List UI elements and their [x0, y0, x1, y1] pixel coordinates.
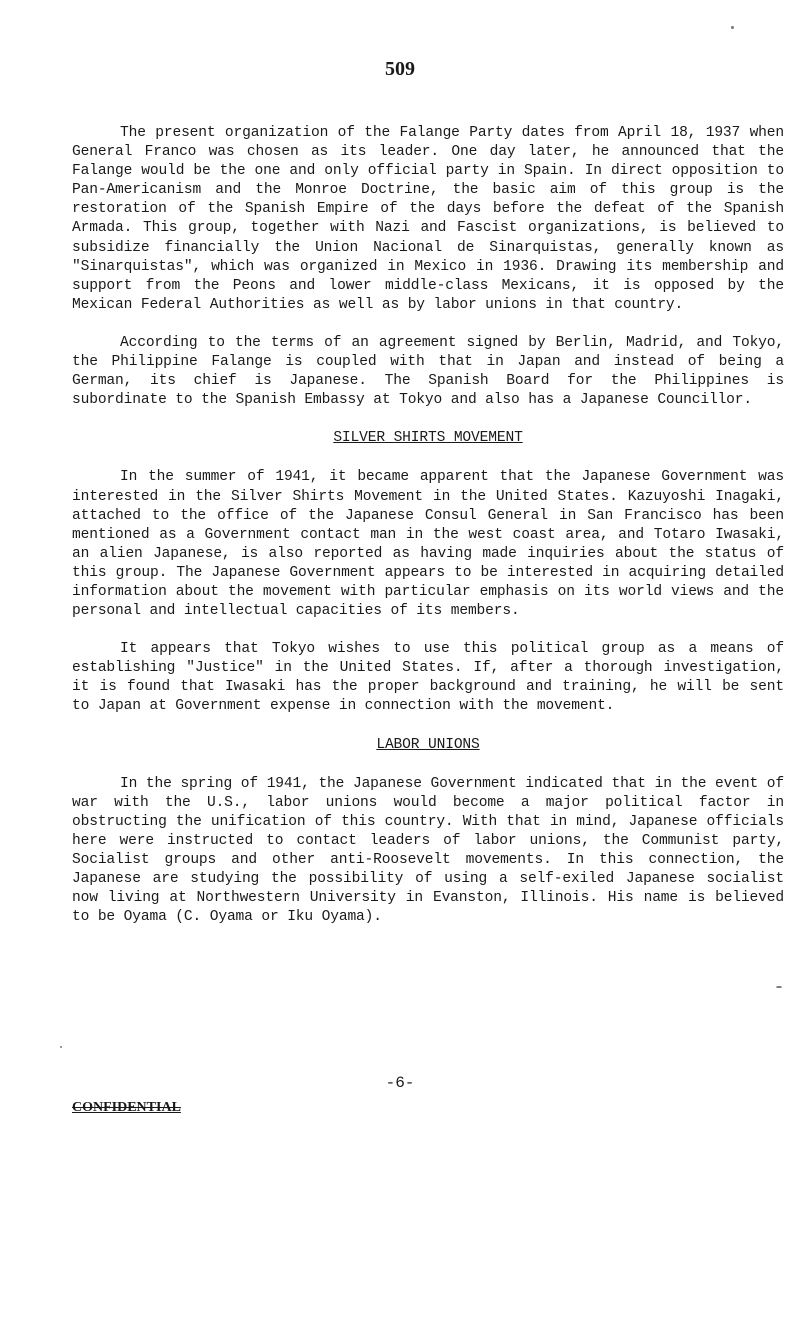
scan-speck — [60, 1046, 62, 1048]
silver-shirts-heading: SILVER SHIRTS MOVEMENT — [333, 430, 523, 447]
labor-unions-paragraph: In the spring of 1941, the Japanese Government indicated that in the event of war with the U.S., labor unions would become a major political factor in obstructing the unification of this country. With that in mind, Japanese officials here were instructed to contact leaders of labor unions, the Communist party, Socialist groups and other anti-Roosevelt movements. In this connection, the Japanese are studying the possibility of using a self-exiled Japanese socialist now living at Northwestern University in Evanston, Illinois. His name is believed to be Oyama (C. Oyama or Iku Oyama). — [72, 775, 784, 926]
falange-paragraph-1: The present organization of the Falange Party dates from April 18, 1937 when General Franco was chosen as its leader. One day later, he announced that the Falange would be the one and only official party in Spain. In direct opposition to Pan-Americanism and the Monroe Doctrine, the basic aim of this group is the restoration of the Spanish Empire of the days before the defeat of the Spanish Armada. This group, together with Nazi and Fascist organizations, is believed to subsidize financially the Union Nacional de Sinarquistas, generally known as "Sinarquistas", which was organized in Mexico in 1936. Drawing its membership and support from the Peons and lower middle-class Mexicans, it is opposed by the Mexican Federal Authorities as well as by labor unions in that country. — [72, 125, 784, 313]
silver-shirts-paragraph-1: In the summer of 1941, it became apparent that the Japanese Government was interested in the Silver Shirts Movement in the United States. Kazuyoshi Inagaki, attached to the office of the Japanese Consul General in San Francisco has been mentioned as a Government contact man in the west coast area, and Totaro Iwasaki, an alien Japanese, is also reported as having made inquiries about the status of this group. The Japanese Government appears to be interested in acquiring detailed information about the movement with particular emphasis on its world views and the personal and intellectual capacities of its members. — [72, 469, 784, 620]
document-body — [72, 124, 784, 946]
page-number: 509 — [385, 58, 415, 80]
classification-stamp: CONFIDENTIAL — [72, 1100, 181, 1115]
scan-speck — [731, 26, 734, 29]
footer-page-number: -6- — [385, 1074, 415, 1092]
falange-paragraph-2: According to the terms of an agreement signed by Berlin, Madrid, and Tokyo, the Philippine Falange is coupled with that in Japan and instead of being a German, its chief is Japanese. The Spanish Board for the Philippines is subordinate to the Spanish Embassy at Tokyo and also has a Japanese Councillor. — [72, 334, 784, 409]
labor-unions-heading: LABOR UNIONS — [376, 736, 480, 753]
scan-speck — [776, 986, 782, 988]
silver-shirts-paragraph-2: It appears that Tokyo wishes to use this political group as a means of establishing "Justice" in the United States. If, after a thorough investigation, it is found that Iwasaki has the proper background and training, he will be sent to Japan at Government expense in connection with the movement. — [72, 641, 784, 715]
